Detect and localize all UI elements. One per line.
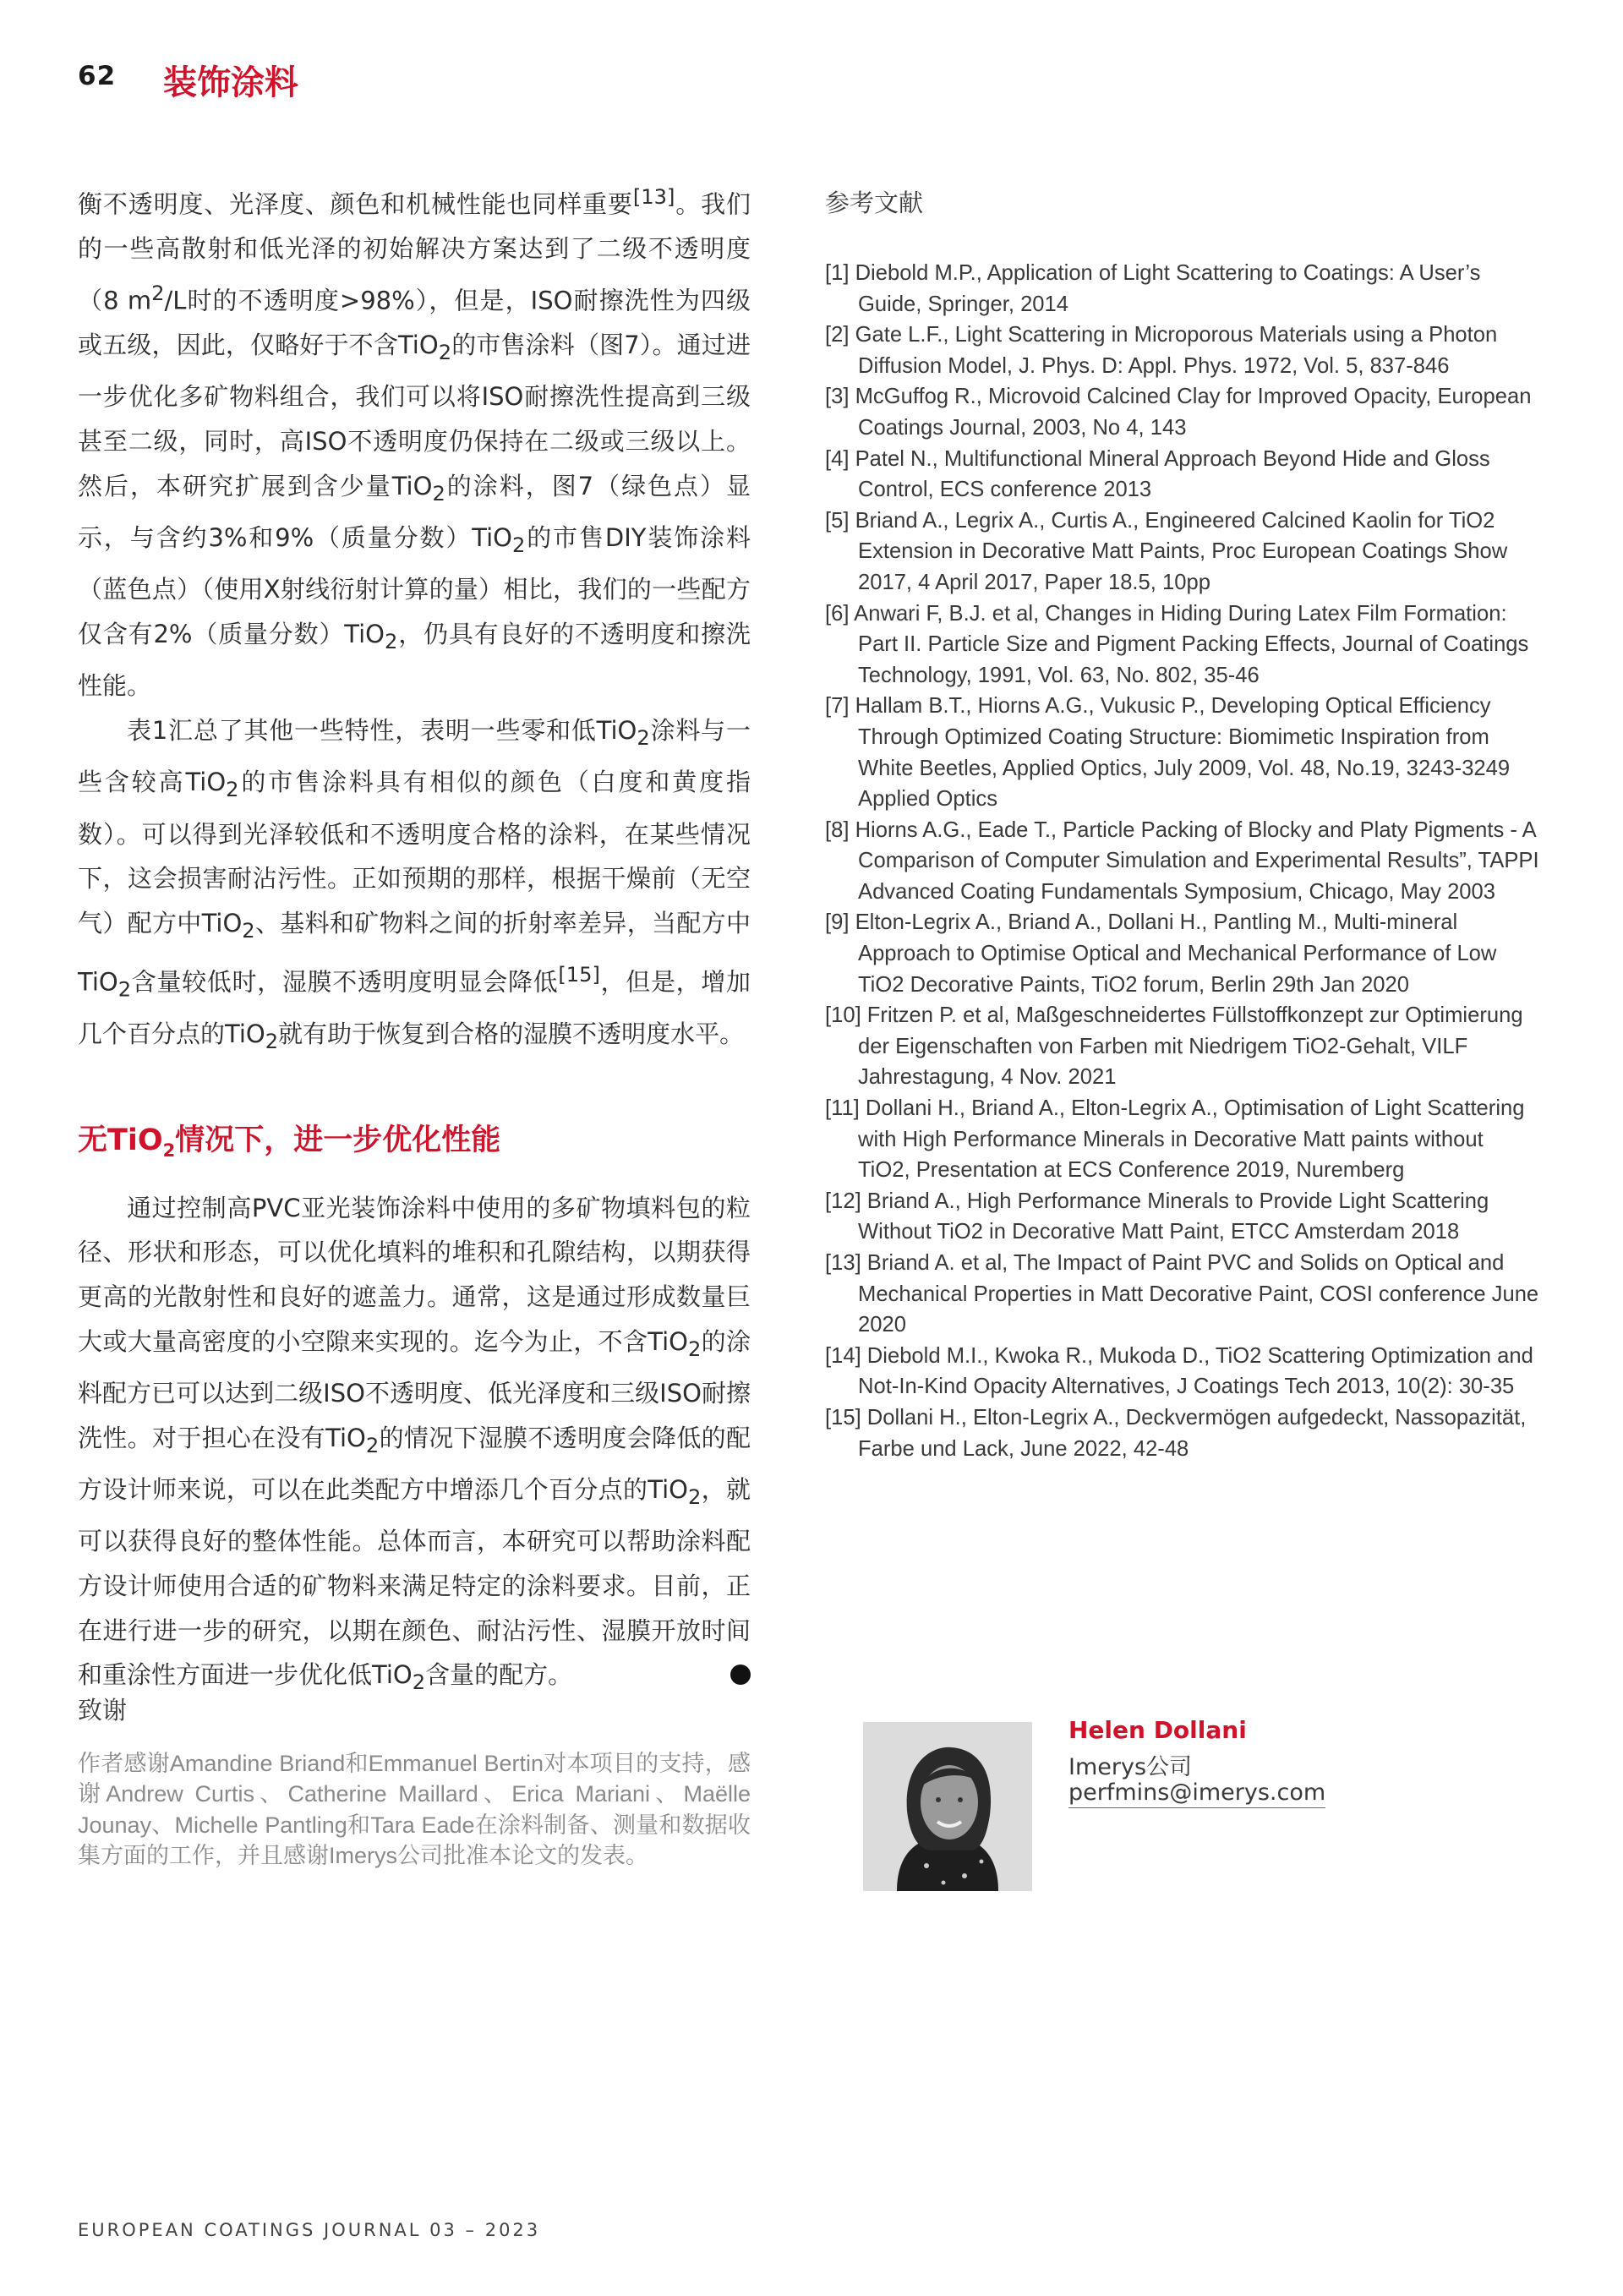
- text-segment: 的情况下湿膜不透明度会降低的配方设计师来说，可以在此类配方中增添几个百分点的TiO: [78, 1423, 751, 1504]
- subscript: 2: [265, 1030, 279, 1054]
- text-segment: ，就可以获得良好的整体性能。总体而言，本研究可以帮助涂料配方设计师使用合适的矿物料来满足特定的涂料要求。目前，正在进行进一步的研究，以期在颜色、耐沾污性、湿膜开放时间和重涂性方面进一步优化低TiO: [78, 1474, 751, 1690]
- subheading: [78, 1117, 751, 1159]
- reference-item: [8] Hiorns A.G., Eade T., Particle Packing of Blocky and Platy Pigments - A Comparison of Computer Simulation and Experimental Results”, TAPPI Advanced Coating Fundamentals Symposium, Chicago, May 2003: [825, 817, 1539, 904]
- reference-item: [9] Elton-Legrix A., Briand A., Dollani H., Pantling M., Multi-mineral Approach to Optimise Optical and Mechanical Performance of Low TiO2 Decorative Paints, TiO2 forum, Berlin 29th Jan 2020: [825, 910, 1497, 997]
- author-company: Imerys公司: [1068, 1754, 1193, 1780]
- text-segment: 的涂料，图7（绿色点）显示，与含约3%和9%（质量分数）TiO: [78, 471, 751, 553]
- subscript: 2: [637, 725, 650, 750]
- reference-item: [5] Briand A., Legrix A., Curtis A., Engineered Calcined Kaolin for TiO2 Extension in Decorative Matt Paints, Proc European Coatings Show 2017, 4 April 2017, Paper 18.5, 10pp: [825, 508, 1508, 594]
- subscript: 2: [438, 340, 452, 364]
- reference-item: [1] Diebold M.P., Application of Light Scattering to Coatings: A User’s Guide, Springer, 2014: [825, 261, 1481, 316]
- body-paragraph-1: [78, 175, 751, 708]
- text-segment: 的市售涂料（图7）。通过进一步优化多矿物料组合，我们可以将ISO耐擦洗性提高到三级甚至二级，同时，高ISO不透明度仍保持在二级或三级以上。然后，本研究扩展到含少量TiO: [78, 331, 751, 500]
- text-segment: 通过控制高PVC亚光装饰涂料中使用的多矿物填料包的粒径、形状和形态，可以优化填料的堆积和孔隙结构，以期获得更高的光散射性和良好的遮盖力。通常，这是通过形成数量巨大或大量高密度的小空隙来实现的。迄今为止，不含TiO: [78, 1193, 751, 1356]
- reference-item: [13] Briand A. et al, The Impact of Paint PVC and Solids on Optical and Mechanical Properties in Matt Decorative Paint, COSI conference June 2020: [825, 1251, 1539, 1337]
- reference-item: [2] Gate L.F., Light Scattering in Microporous Materials using a Photon Diffusion Model, J. Phys. D: Appl. Phys. 1972, Vol. 5, 837-846: [825, 323, 1498, 378]
- text-segment: 就有助于恢复到合格的湿膜不透明度水平。: [278, 1020, 745, 1049]
- subscript: 2: [512, 533, 526, 557]
- reference-item: [14] Diebold M.I., Kwoka R., Mukoda D., TiO2 Scattering Optimization and Not-In-Kind Opacity Alternatives, J Coatings Tech 2013, 10(2): 30-35: [825, 1343, 1533, 1399]
- subscript: 2: [385, 629, 398, 653]
- end-of-article-icon: ◂: [730, 1665, 751, 1685]
- article-body: [78, 175, 788, 1705]
- text-segment: 情况下，进一步优化性能: [175, 1123, 501, 1157]
- references-title: 参考文献: [825, 189, 924, 217]
- text-segment: 无TiO: [78, 1123, 163, 1157]
- subscript: 2: [687, 1484, 702, 1509]
- text-segment: 。我们的一些高散射和低光泽的初始解决方案达到了二级不透明度（8 m: [78, 189, 751, 315]
- subscript: 2: [412, 1670, 426, 1694]
- text-segment: 、基料和矿物料之间的折射率差异，当配方中TiO: [78, 909, 751, 998]
- subscript: 2: [117, 977, 132, 1002]
- author-photo: [863, 1722, 1032, 1891]
- journal-footer: EUROPEAN COATINGS JOURNAL 03 – 2023: [78, 2220, 541, 2240]
- text-segment: 的市售涂料具有相似的颜色（白度和黄度指数）。可以得到光泽较低和不透明度合格的涂料，在某些情况下，这会损害耐沾污性。正如预期的那样，根据干燥前（无空气）配方中TiO: [78, 768, 751, 938]
- author-email-link[interactable]: perfmins@imerys.com: [1068, 1779, 1325, 1808]
- reference-item: [11] Dollani H., Briand A., Elton-Legrix A., Optimisation of Light Scattering with High Performance Minerals in Decorative Matt paints without TiO2, Presentation at ECS Conference 2019, Nuremberg: [825, 1096, 1525, 1183]
- reference-item: [10] Fritzen P. et al, Maßgeschneidertes Füllstoffkonzept zur Optimierung der Eigenschaften von Farben mit Niedrigem TiO2-Gehalt, VILF Jahrestagung, 4 Nov. 2021: [825, 1003, 1523, 1090]
- subscript: 2: [162, 1140, 176, 1161]
- text-segment: 含量的配方。: [425, 1660, 573, 1690]
- text-segment: ，仍具有良好的不透明度和擦洗性能。: [78, 620, 751, 701]
- reference-item: [12] Briand A., High Performance Minerals to Provide Light Scattering Without TiO2 in Decorative Matt Paint, ETCC Amsterdam 2018: [825, 1189, 1489, 1244]
- text-segment: 衡不透明度、光泽度、颜色和机械性能也同样重要: [78, 189, 633, 219]
- reference-item: [15] Dollani H., Elton-Legrix A., Deckvermögen aufgedeckt, Nassopazität, Farbe und Lack, June 2022, 42-48: [825, 1405, 1527, 1461]
- page-number: 62: [78, 61, 117, 91]
- superscript: 2: [151, 281, 165, 305]
- text-segment: /L时的不透明度>98%），但是，ISO耐擦洗性为四级或五级，因此，仅略好于不含TiO: [78, 286, 751, 360]
- subscript: 2: [242, 918, 255, 943]
- subscript: 2: [432, 481, 445, 506]
- body-paragraph-3-text: [78, 1193, 751, 1694]
- superscript: [15]: [558, 963, 600, 987]
- acknowledgement-title: 致谢: [78, 1696, 128, 1725]
- reference-item: [7] Hallam B.T., Hiorns A.G., Vukusic P., Developing Optical Efficiency Through Optimized Coating Structure: Biomimetic Inspiration from White Beetles, Applied Optics, July 2009, Vol. 48, No.19, 3243-3249 Applied Optics: [825, 694, 1511, 812]
- author-name: Helen Dollani: [1068, 1716, 1247, 1744]
- reference-item: [6] Anwari F, B.J. et al, Changes in Hiding During Latex Film Formation: Part II. Particle Size and Pigment Packing Effects, Journal of Coatings Technology, 1991, Vol. 63, No. 802, 35-46: [825, 601, 1529, 687]
- text-segment: 含量较低时，湿膜不透明度明显会降低: [131, 968, 559, 998]
- text-segment: ，但是，增加几个百分点的TiO: [78, 968, 751, 1049]
- subscript: 2: [687, 1337, 702, 1361]
- text-segment: 涂料与一些含较高TiO: [78, 716, 751, 797]
- text-segment: 的市售DIY装饰涂料（蓝色点）（使用X射线衍射计算的量）相比，我们的一些配方仅含有2%（质量分数）TiO: [78, 523, 751, 649]
- subscript: 2: [226, 778, 239, 802]
- references-list: [825, 258, 1540, 1464]
- acknowledgement-text: 作者感谢Amandine Briand和Emmanuel Bertin对本项目的支持，感谢Andrew Curtis、Catherine Maillard、Erica Mariani、Maëlle Jounay、Michelle Pantling和Tara Eade在涂料制备、测量和数据收集方面的工作，并且感谢Imerys公司批准本论文的发表。: [78, 1751, 751, 1869]
- superscript: [13]: [632, 185, 675, 209]
- body-paragraph-3: [78, 1186, 788, 1705]
- section-title: 装饰涂料: [163, 63, 298, 102]
- subscript: 2: [365, 1433, 380, 1457]
- reference-item: [3] McGuffog R., Microvoid Calcined Clay for Improved Opacity, European Coatings Journal, 2003, No 4, 143: [825, 385, 1532, 440]
- text-segment: 的涂料配方已可以达到二级ISO不透明度、低光泽度和三级ISO耐擦洗性。对于担心在没有TiO: [78, 1326, 751, 1452]
- author-portrait-icon: [863, 1722, 1032, 1891]
- reference-item: [4] Patel N., Multifunctional Mineral Approach Beyond Hide and Gloss Control, ECS conference 2013: [825, 446, 1490, 502]
- text-segment: 表1汇总了其他一些特性，表明一些零和低TiO: [127, 716, 637, 746]
- body-paragraph-2: [78, 708, 751, 1064]
